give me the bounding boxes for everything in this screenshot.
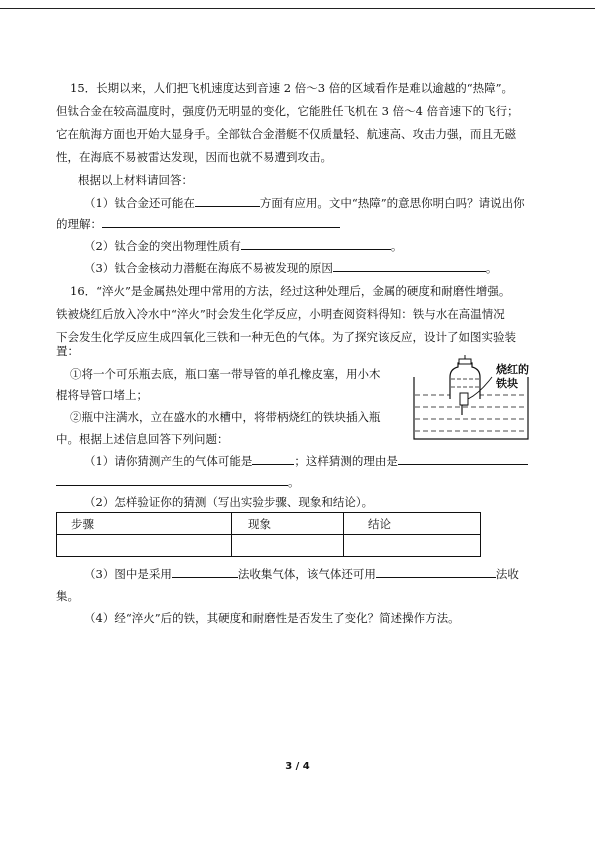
- figure-label-line-2: 铁块: [496, 377, 518, 390]
- table-header-steps: 步骤: [57, 513, 232, 535]
- q15-sub1: [84, 195, 525, 211]
- q16-sub3-cont: 集。: [56, 589, 79, 603]
- q16-blank-method-1[interactable]: [172, 566, 238, 578]
- q16-blank-gas[interactable]: [252, 453, 294, 465]
- q15-sub3-period: 。: [485, 261, 498, 275]
- q15-sub1-text-c: 的理解：: [56, 217, 102, 231]
- table-answer-row: [57, 535, 481, 557]
- q16-sub3: [84, 566, 519, 582]
- q16-sub1-text-b: ；这样猜测的理由是: [294, 454, 398, 468]
- q16-sub1: [84, 453, 528, 469]
- q16-sub3-text-c: 法收: [495, 567, 519, 581]
- q16-sub1-cont: [56, 474, 300, 490]
- q15-sub2-text: （2）钛合金的突出物理性质有: [84, 239, 241, 253]
- q16-sub1-text-a: （1）请你猜测产生的气体可能是: [84, 454, 253, 468]
- q16-step2-a: ②瓶中注满水，立在盛水的水槽中，将带柄烧红的铁块插入瓶: [70, 410, 381, 424]
- q16-line-1: 16．“淬火”是金属热处理中常用的方法，经过这种处理后，金属的硬度和耐磨性增强。: [70, 284, 511, 298]
- table-header-row: [57, 513, 481, 535]
- q15-line-4: 性，在海底不易被雷达发现，因而也就不易遭到攻击。: [56, 150, 332, 164]
- q15-sub2: [84, 238, 402, 254]
- q16-sub1-period: 。: [288, 475, 300, 489]
- q15-sub1-text-a: （1）钛合金还可能在: [84, 196, 195, 210]
- q15-blank-property[interactable]: [241, 238, 391, 250]
- q16-line-4: 置：: [56, 344, 79, 358]
- q16-sub4: （4）经“淬火”后的铁，其硬度和耐磨性是否发生了变化？简述操作方法。: [84, 611, 460, 625]
- q15-blank-application[interactable]: [195, 195, 260, 207]
- q15-line-1: 15．长期以来，人们把飞机速度达到音速 2 倍～3 倍的区域看作是难以逾越的“热障”。: [70, 81, 513, 95]
- q16-step2-b: 中。根据上述信息回答下列问题：: [56, 432, 229, 446]
- q16-blank-reason-1[interactable]: [398, 453, 528, 465]
- q16-step1-a: ①将一个可乐瓶去底，瓶口塞一带导管的单孔橡皮塞，用小木: [70, 367, 381, 381]
- table-cell-conclusion[interactable]: [344, 535, 481, 557]
- q15-blank-reason[interactable]: [333, 260, 486, 272]
- q15-line-3: 它在航海方面也开始大显身手。全部钛合金潜艇不仅质量轻、航速高、攻击力强，而且无磁: [56, 127, 516, 141]
- q16-step1-b: 棍将导管口堵上；: [56, 388, 148, 402]
- table-header-conclusion: 结论: [344, 513, 481, 535]
- page-number: 3 / 4: [285, 761, 310, 772]
- table-cell-phenomenon[interactable]: [232, 535, 344, 557]
- q15-instruction: 根据以上材料请回答：: [78, 173, 193, 187]
- table-cell-steps[interactable]: [57, 535, 232, 557]
- q15-blank-understanding[interactable]: [102, 216, 340, 228]
- apparatus-figure: [410, 355, 545, 445]
- experiment-table: [56, 512, 481, 557]
- q15-line-2: 但钛合金在较高温度时，强度仍无明显的变化，它能胜任飞机在 3 倍～4 倍音速下的飞行；: [56, 104, 519, 118]
- q16-line-3: 下会发生化学反应生成四氧化三铁和一种无色的气体。为了探究该反应，设计了如图实验装: [56, 330, 516, 344]
- q16-sub3-text-b: 法收集气体，该气体还可用: [237, 567, 376, 581]
- table-header-phenomenon: 现象: [232, 513, 344, 535]
- q16-sub3-text-a: （3）图中是采用: [84, 567, 172, 581]
- q16-line-2: 铁被烧红后放入冷水中“淬火”时会发生化学反应，小明查阅资料得知：铁与水在高温情况: [56, 307, 505, 321]
- q16-blank-reason-2[interactable]: [56, 474, 288, 486]
- apparatus-diagram: [410, 355, 545, 445]
- q15-sub3-text: （3）钛合金核动力潜艇在海底不易被发现的原因: [84, 261, 333, 275]
- q15-sub1-cont: [56, 216, 340, 232]
- q16-blank-method-2[interactable]: [376, 566, 496, 578]
- figure-label-line-1: 烧红的: [496, 363, 529, 376]
- q16-sub2: （2）怎样验证你的猜测（写出实验步骤、现象和结论）。: [84, 495, 374, 509]
- q15-sub1-text-b: 方面有应用。文中“热障”的意思你明白吗？请说出你: [259, 196, 525, 210]
- top-rule: [0, 8, 595, 9]
- q15-sub2-period: 。: [390, 239, 403, 253]
- q15-sub3: [84, 260, 497, 276]
